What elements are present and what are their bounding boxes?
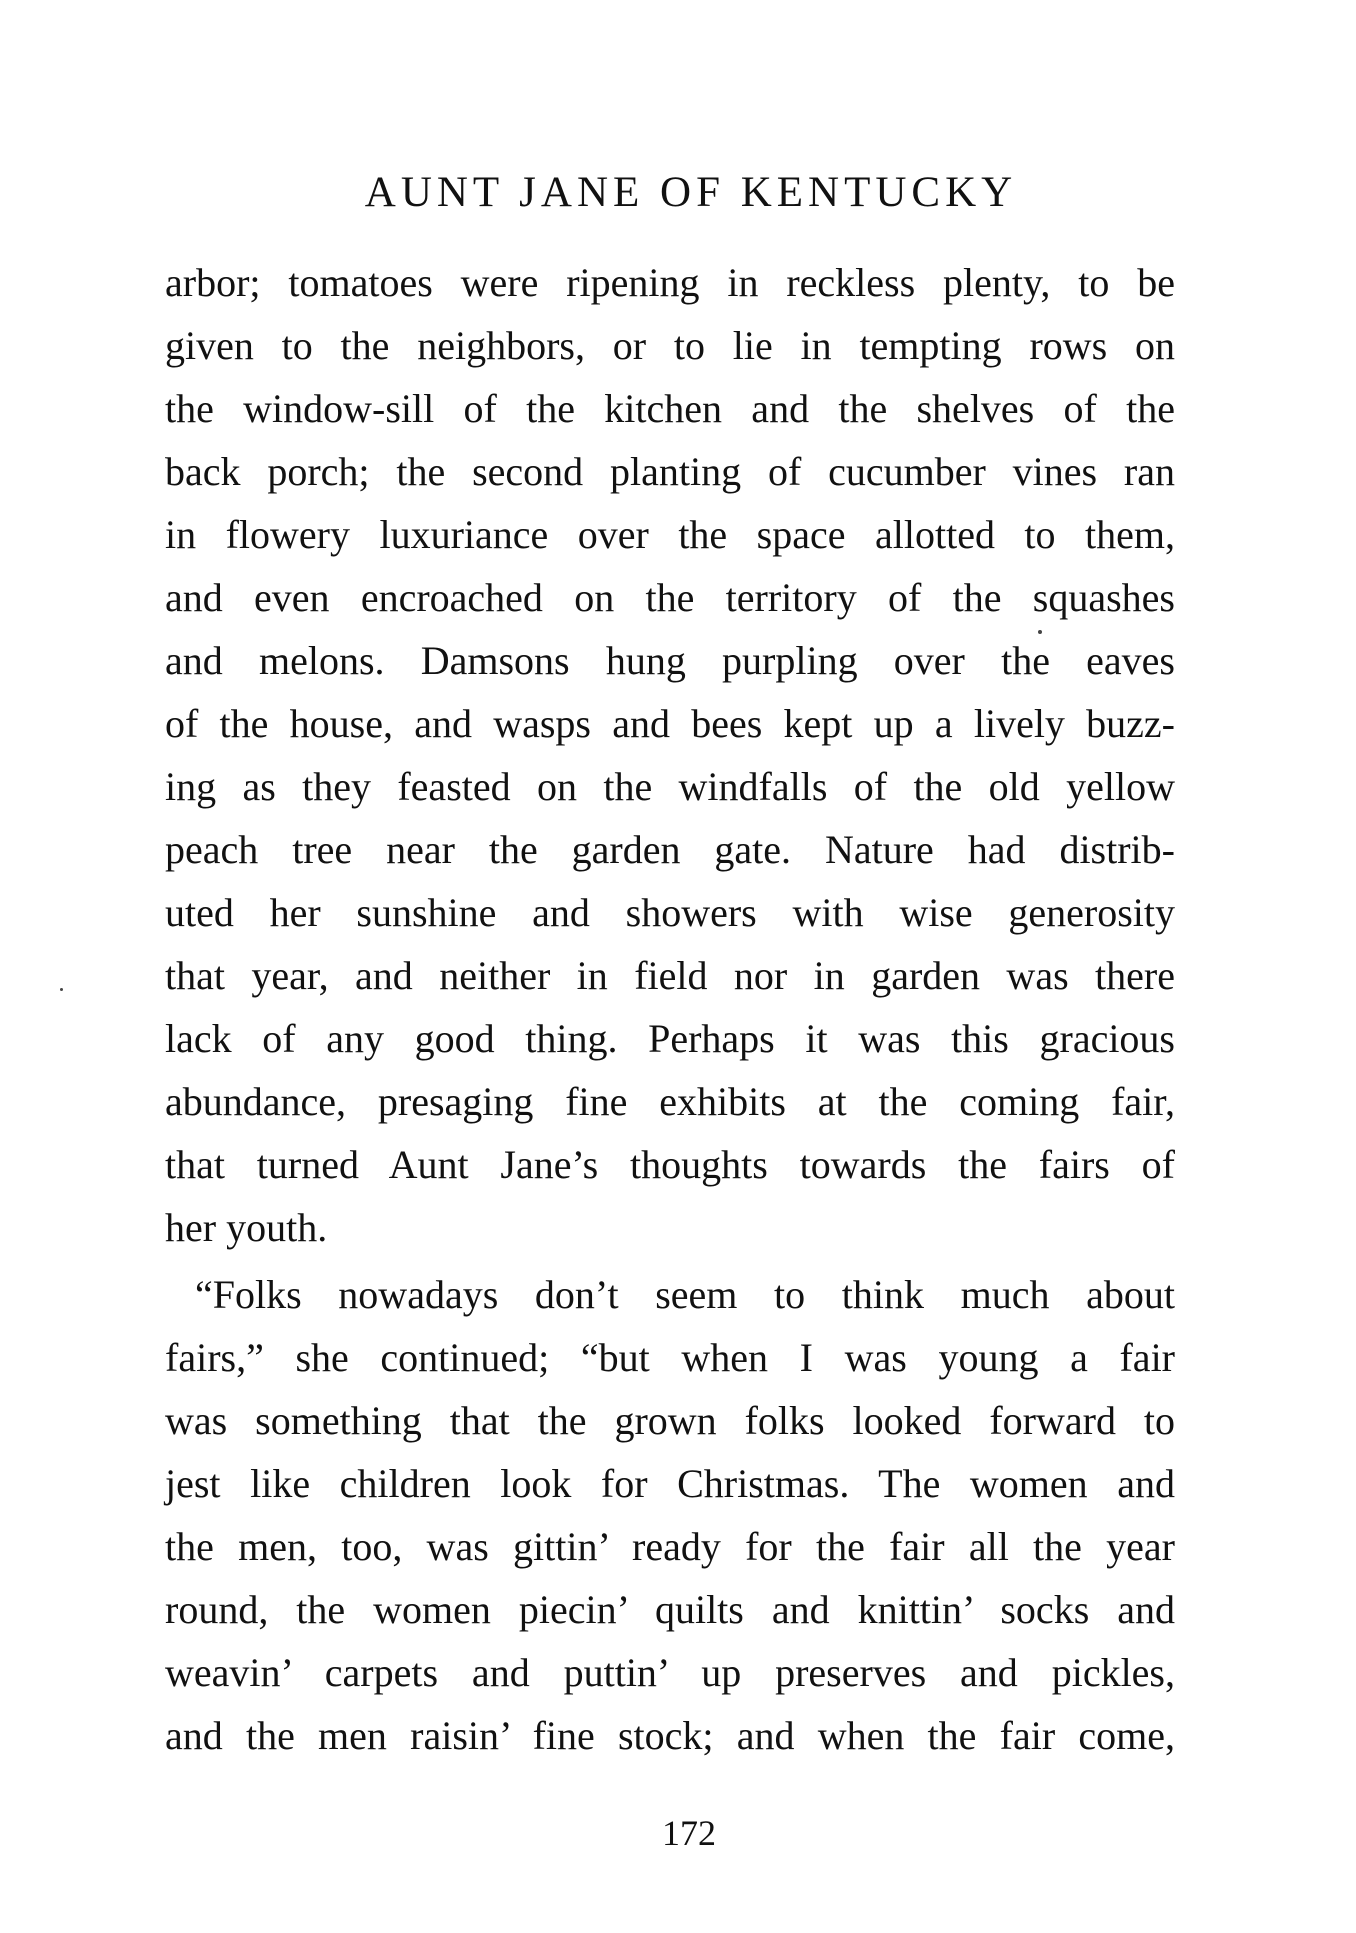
paragraph-2	[165, 1263, 1175, 1767]
text-line: that year, and neither in field nor in garden was there	[165, 953, 1175, 998]
text-line: of the house, and wasps and bees kept up a lively buzz-	[165, 701, 1175, 746]
paragraph-1	[165, 251, 1175, 1259]
text-line: lack of any good thing. Perhaps it was this gracious	[165, 1016, 1175, 1061]
text-line: and melons. Damsons hung purpling over the eaves	[165, 638, 1175, 683]
text-line: her youth.	[165, 1205, 328, 1250]
running-head: AUNT JANE OF KENTUCKY	[364, 169, 1018, 216]
text-line: round, the women piecin’ quilts and knittin’ socks and	[165, 1587, 1175, 1632]
text-line: given to the neighbors, or to lie in tempting rows on	[165, 323, 1175, 368]
text-line: the men, too, was gittin’ ready for the fair all the year	[165, 1524, 1175, 1569]
text-line: that turned Aunt Jane’s thoughts towards the fairs of	[165, 1142, 1175, 1187]
text-line: uted her sunshine and showers with wise generosity	[165, 890, 1175, 935]
text-line: the window-sill of the kitchen and the shelves of the	[165, 386, 1175, 431]
text-line: abundance, presaging fine exhibits at the coming fair,	[165, 1079, 1175, 1124]
ink-speck	[60, 988, 63, 991]
ink-speck	[1038, 630, 1042, 634]
text-line: “Folks nowadays don’t seem to think much about	[195, 1272, 1175, 1317]
text-line: jest like children look for Christmas. The women and	[165, 1461, 1175, 1506]
body-text	[165, 251, 1175, 1767]
text-line: and the men raisin’ fine stock; and when the fair come,	[165, 1713, 1175, 1758]
text-line: back porch; the second planting of cucumber vines ran	[165, 449, 1175, 494]
text-line: ing as they feasted on the windfalls of the old yellow	[165, 764, 1175, 809]
text-line: peach tree near the garden gate. Nature had distrib-	[165, 827, 1175, 872]
text-line: weavin’ carpets and puttin’ up preserves and pickles,	[165, 1650, 1175, 1695]
text-line: was something that the grown folks looked forward to	[165, 1398, 1175, 1443]
text-line: fairs,” she continued; “but when I was young a fair	[165, 1335, 1175, 1380]
text-line: and even encroached on the territory of the squashes	[165, 575, 1175, 620]
page-number: 172	[662, 1813, 716, 1853]
text-line: arbor; tomatoes were ripening in reckless plenty, to be	[165, 260, 1175, 305]
text-line: in flowery luxuriance over the space allotted to them,	[165, 512, 1175, 557]
